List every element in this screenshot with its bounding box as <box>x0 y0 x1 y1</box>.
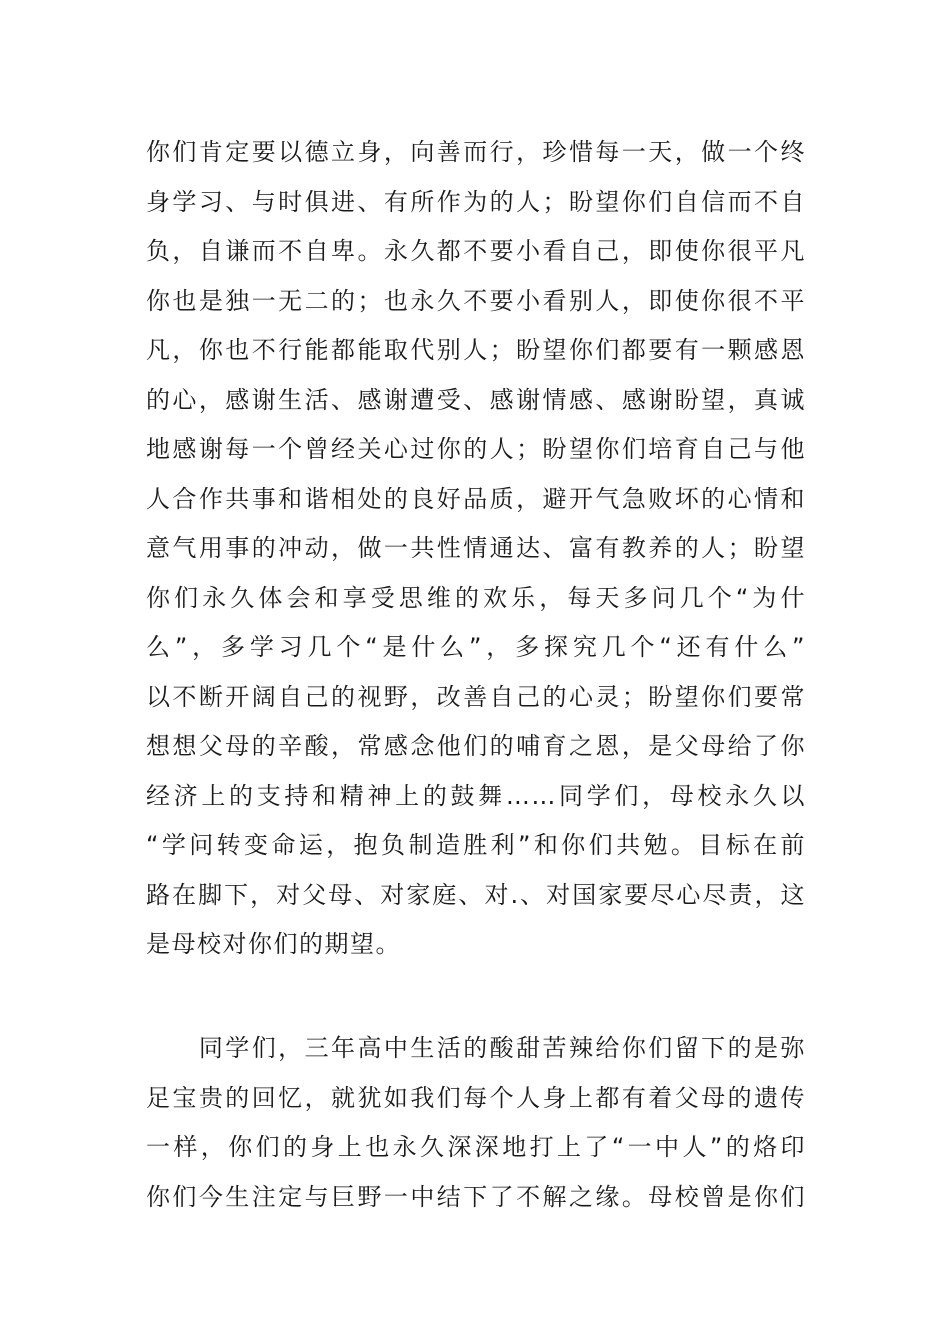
text-line: 人合作共事和谐相处的良好品质，避开气急败坏的心情和 <box>146 484 806 513</box>
paragraph-2 <box>146 1024 806 1222</box>
paragraph-1 <box>146 128 806 970</box>
text-line: 负，自谦而不自卑。永久都不要小看自己，即使你很平凡 <box>146 237 806 265</box>
text-line: 你们永久体会和享受思维的欢乐，每天多问几个“为什 <box>146 583 806 612</box>
text-line: 地感谢每一个曾经关心过你的人；盼望你们培育自己与他 <box>146 435 806 463</box>
text-line: 一样，你们的身上也永久深深地打上了“一中人”的烙印 <box>146 1133 806 1161</box>
text-line: 同学们，三年高中生活的酸甜苦辣给你们留下的是弥 <box>146 1034 806 1062</box>
text-line: 的心，感谢生活、感谢遭受、感谢情感、感谢盼望，真诚 <box>146 385 806 414</box>
text-line: 想想父母的辛酸，常感念他们的哺育之恩，是父母给了你 <box>146 732 806 760</box>
text-line: 足宝贵的回忆，就犹如我们每个人身上都有着父母的遗传 <box>146 1083 806 1112</box>
text-line: 凡，你也不行能都能取代别人；盼望你们都要有一颗感恩 <box>146 336 806 364</box>
text-line: 你们肯定要以德立身，向善而行，珍惜每一天，做一个终 <box>146 138 806 166</box>
text-line: 意气用事的冲动，做一共性情通达、富有教养的人；盼望 <box>146 534 806 562</box>
text-line: 经济上的支持和精神上的鼓舞……同学们，母校永久以 <box>146 781 806 810</box>
text-line: 你们今生注定与巨野一中结下了不解之缘。母校曾是你们 <box>146 1182 806 1211</box>
text-line: 你也是独一无二的；也永久不要小看别人，即使你很不平 <box>146 286 806 315</box>
text-line: 是母校对你们的期望。 <box>146 930 401 958</box>
text-line: 么”，多学习几个“是什么”，多探究几个“还有什么” <box>146 633 806 661</box>
text-line: “学问转变命运，抱负制造胜利”和你们共勉。目标在前 <box>146 831 806 859</box>
text-line: 以不断开阔自己的视野，改善自己的心灵；盼望你们要常 <box>146 682 806 711</box>
text-line: 路在脚下，对父母、对家庭、对.、对国家要尽心尽责，这 <box>146 880 806 909</box>
text-line: 身学习、与时俱进、有所作为的人；盼望你们自信而不自 <box>146 187 806 216</box>
